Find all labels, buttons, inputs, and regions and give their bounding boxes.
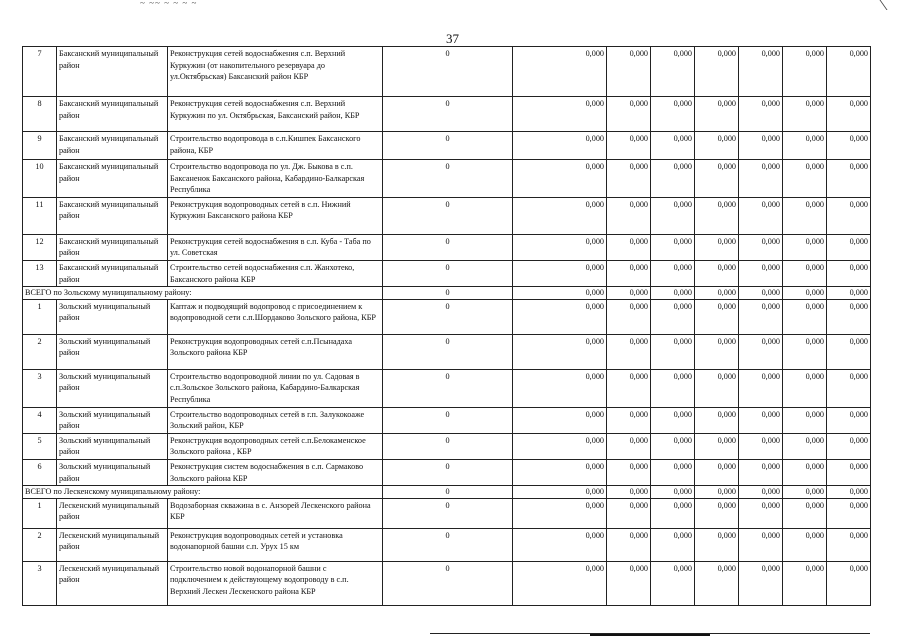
row-number: 11 [23, 197, 57, 234]
row-value-cell: 0,000 [827, 407, 871, 433]
table-row [23, 97, 871, 132]
row-value-cell: 0,000 [607, 369, 651, 407]
row-value-b: 0,000 [513, 97, 607, 132]
row-number: 13 [23, 260, 57, 286]
row-value-cell: 0,000 [783, 234, 827, 260]
row-value-cell: 0,000 [607, 234, 651, 260]
row-value-cell: 0,000 [827, 97, 871, 132]
row-number: 2 [23, 528, 57, 561]
total-value-a: 0 [383, 486, 513, 499]
row-project-name: Строительство новой водонапорной башни с подключением к действующему водопроводу в с.п. Верхний Лескен Лескенского района КБР [168, 561, 383, 605]
row-district: Лескенский муниципальный район [57, 528, 168, 561]
row-number: 1 [23, 299, 57, 334]
total-value-cell: 0,000 [739, 486, 783, 499]
row-value-cell: 0,000 [739, 132, 783, 160]
total-value-a: 0 [383, 287, 513, 300]
row-project-name: Строительство водопроводных сетей в г.п. Залукокоаже Зольский район, КБР [168, 407, 383, 433]
row-value-cell: 0,000 [651, 334, 695, 369]
row-value-cell: 0,000 [607, 299, 651, 334]
table-row [23, 334, 871, 369]
row-project-name: Реконструкция сетей водоснабжения в с.п. Куба - Таба по ул. Советская [168, 234, 383, 260]
row-value-cell: 0,000 [607, 459, 651, 485]
row-value-a: 0 [383, 528, 513, 561]
row-project-name: Реконструкция водопроводных сетей в с.п. Нижний Куркужин Баксанского района КБР [168, 197, 383, 234]
row-value-cell: 0,000 [695, 334, 739, 369]
row-district: Зольский муниципальный район [57, 407, 168, 433]
row-value-cell: 0,000 [607, 433, 651, 459]
row-project-name: Реконструкция систем водоснабжения в с.п. Сармаково Зольского района КБР [168, 459, 383, 485]
row-district: Баксанский муниципальный район [57, 260, 168, 286]
row-value-cell: 0,000 [783, 299, 827, 334]
row-value-cell: 0,000 [607, 334, 651, 369]
row-value-cell: 0,000 [695, 433, 739, 459]
row-value-a: 0 [383, 260, 513, 286]
row-value-cell: 0,000 [607, 47, 651, 97]
total-value-cell: 0,000 [783, 486, 827, 499]
row-district: Зольский муниципальный район [57, 433, 168, 459]
row-value-cell: 0,000 [827, 160, 871, 198]
row-value-b: 0,000 [513, 47, 607, 97]
table-row [23, 498, 871, 528]
row-project-name: Строительство сетей водоснабжения с.п. Жанхотеко, Баксанского района КБР [168, 260, 383, 286]
row-value-cell: 0,000 [695, 160, 739, 198]
row-value-cell: 0,000 [827, 260, 871, 286]
row-district: Зольский муниципальный район [57, 369, 168, 407]
row-value-cell: 0,000 [827, 132, 871, 160]
row-number: 3 [23, 561, 57, 605]
row-project-name: Каптаж и подводящий водопровод с присоединением к водопроводной сети с.п.Шордаково Зольского района, КБР [168, 299, 383, 334]
row-district: Зольский муниципальный район [57, 299, 168, 334]
row-value-cell: 0,000 [739, 433, 783, 459]
total-value-cell: 0,000 [739, 287, 783, 300]
row-value-b: 0,000 [513, 132, 607, 160]
row-district: Баксанский муниципальный район [57, 97, 168, 132]
row-number: 4 [23, 407, 57, 433]
row-value-cell: 0,000 [651, 132, 695, 160]
row-value-b: 0,000 [513, 160, 607, 198]
row-number: 7 [23, 47, 57, 97]
row-value-a: 0 [383, 97, 513, 132]
total-value-cell: 0,000 [827, 486, 871, 499]
row-value-cell: 0,000 [651, 561, 695, 605]
table-row [23, 528, 871, 561]
table-row [23, 132, 871, 160]
row-value-cell: 0,000 [651, 197, 695, 234]
total-value-cell: 0,000 [827, 287, 871, 300]
row-value-cell: 0,000 [739, 234, 783, 260]
row-value-a: 0 [383, 299, 513, 334]
row-value-a: 0 [383, 160, 513, 198]
row-value-cell: 0,000 [651, 528, 695, 561]
row-value-cell: 0,000 [783, 561, 827, 605]
bottom-rule-thick [590, 634, 710, 636]
row-number: 8 [23, 97, 57, 132]
table-row [23, 369, 871, 407]
row-value-b: 0,000 [513, 561, 607, 605]
table-row [23, 47, 871, 97]
row-value-cell: 0,000 [827, 433, 871, 459]
row-number: 5 [23, 433, 57, 459]
row-value-cell: 0,000 [739, 160, 783, 198]
row-project-name: Реконструкция сетей водоснабжения с.п. Верхний Куркужин по ул. Октябрьская, Баксанский район, КБР [168, 97, 383, 132]
row-value-cell: 0,000 [783, 498, 827, 528]
row-value-b: 0,000 [513, 197, 607, 234]
row-number: 10 [23, 160, 57, 198]
row-value-cell: 0,000 [739, 47, 783, 97]
row-project-name: Реконструкция водопроводных сетей с.п.Белокаменское Зольского района , КБР [168, 433, 383, 459]
row-value-cell: 0,000 [827, 334, 871, 369]
row-value-cell: 0,000 [739, 407, 783, 433]
row-value-cell: 0,000 [651, 97, 695, 132]
row-value-cell: 0,000 [827, 561, 871, 605]
row-value-cell: 0,000 [827, 498, 871, 528]
row-value-cell: 0,000 [651, 369, 695, 407]
row-value-cell: 0,000 [695, 260, 739, 286]
row-project-name: Строительство водопровода по ул. Дж. Быкова в с.п. Баксаненок Баксанского района, Кабардино-Балкарская Республика [168, 160, 383, 198]
row-value-cell: 0,000 [827, 459, 871, 485]
row-value-cell: 0,000 [783, 97, 827, 132]
row-value-a: 0 [383, 197, 513, 234]
table-row [23, 197, 871, 234]
row-value-cell: 0,000 [695, 97, 739, 132]
row-value-b: 0,000 [513, 260, 607, 286]
row-value-cell: 0,000 [607, 561, 651, 605]
row-value-cell: 0,000 [739, 459, 783, 485]
row-value-cell: 0,000 [783, 369, 827, 407]
row-value-a: 0 [383, 433, 513, 459]
row-value-cell: 0,000 [783, 197, 827, 234]
row-value-cell: 0,000 [739, 334, 783, 369]
row-value-cell: 0,000 [695, 369, 739, 407]
row-value-cell: 0,000 [695, 234, 739, 260]
total-value-cell: 0,000 [783, 287, 827, 300]
row-value-cell: 0,000 [651, 459, 695, 485]
row-number: 12 [23, 234, 57, 260]
row-number: 2 [23, 334, 57, 369]
row-number: 9 [23, 132, 57, 160]
row-value-cell: 0,000 [783, 260, 827, 286]
row-value-a: 0 [383, 407, 513, 433]
total-value-cell: 0,000 [651, 486, 695, 499]
row-value-cell: 0,000 [695, 47, 739, 97]
total-value-cell: 0,000 [695, 486, 739, 499]
row-value-a: 0 [383, 459, 513, 485]
row-number: 3 [23, 369, 57, 407]
total-value-b: 0,000 [513, 486, 607, 499]
row-value-b: 0,000 [513, 299, 607, 334]
corner-tick-mark [879, 0, 897, 10]
total-value-b: 0,000 [513, 287, 607, 300]
row-project-name: Строительство водопровода в с.п.Кишпек Баксанского района, КБР [168, 132, 383, 160]
row-district: Баксанский муниципальный район [57, 197, 168, 234]
row-district: Лескенский муниципальный район [57, 498, 168, 528]
row-number: 1 [23, 498, 57, 528]
row-value-cell: 0,000 [607, 528, 651, 561]
row-value-cell: 0,000 [695, 459, 739, 485]
row-project-name: Водозаборная скважина в с. Анзорей Лескенского района КБР [168, 498, 383, 528]
row-value-cell: 0,000 [783, 459, 827, 485]
row-value-cell: 0,000 [651, 407, 695, 433]
total-label: ВСЕГО по Зольскому муниципальному району: [23, 287, 383, 300]
row-value-cell: 0,000 [695, 498, 739, 528]
total-label: ВСЕГО по Лескенскому муниципальному району: [23, 486, 383, 499]
row-value-cell: 0,000 [827, 369, 871, 407]
row-value-cell: 0,000 [739, 197, 783, 234]
row-project-name: Реконструкция водопроводных сетей и установка водонапорной башни с.п. Урух 15 км [168, 528, 383, 561]
row-value-cell: 0,000 [651, 260, 695, 286]
row-value-cell: 0,000 [651, 160, 695, 198]
row-value-cell: 0,000 [695, 561, 739, 605]
table-row [23, 160, 871, 198]
row-value-b: 0,000 [513, 407, 607, 433]
row-value-cell: 0,000 [739, 299, 783, 334]
row-value-cell: 0,000 [827, 197, 871, 234]
row-value-b: 0,000 [513, 528, 607, 561]
table-row [23, 433, 871, 459]
row-value-cell: 0,000 [695, 528, 739, 561]
page-top-mark: ~ ~~ ~ ~ ~ ~ [140, 0, 198, 8]
row-value-cell: 0,000 [783, 132, 827, 160]
row-project-name: Реконструкция водопроводных сетей с.п.Псынадаха Зольского района КБР [168, 334, 383, 369]
row-value-cell: 0,000 [739, 260, 783, 286]
row-district: Зольский муниципальный район [57, 334, 168, 369]
row-value-a: 0 [383, 561, 513, 605]
row-district: Зольский муниципальный район [57, 459, 168, 485]
row-district: Баксанский муниципальный район [57, 234, 168, 260]
row-value-cell: 0,000 [607, 498, 651, 528]
row-district: Баксанский муниципальный район [57, 160, 168, 198]
row-value-cell: 0,000 [739, 97, 783, 132]
row-value-a: 0 [383, 369, 513, 407]
row-value-b: 0,000 [513, 433, 607, 459]
row-value-cell: 0,000 [607, 260, 651, 286]
row-value-cell: 0,000 [651, 47, 695, 97]
row-value-cell: 0,000 [783, 47, 827, 97]
row-value-a: 0 [383, 132, 513, 160]
row-value-cell: 0,000 [739, 369, 783, 407]
page-number: 37 [446, 31, 459, 46]
row-value-cell: 0,000 [651, 234, 695, 260]
row-value-cell: 0,000 [739, 528, 783, 561]
row-district: Лескенский муниципальный район [57, 561, 168, 605]
table-row [23, 234, 871, 260]
row-value-cell: 0,000 [783, 334, 827, 369]
row-value-cell: 0,000 [695, 299, 739, 334]
row-value-cell: 0,000 [827, 234, 871, 260]
row-value-a: 0 [383, 234, 513, 260]
row-project-name: Реконструкция сетей водоснабжения с.п. Верхний Куркужин (от накопительного резервуара до ул.Октябрьская) Баксанский район КБР [168, 47, 383, 97]
row-value-cell: 0,000 [783, 407, 827, 433]
table-row [23, 561, 871, 605]
row-value-cell: 0,000 [739, 498, 783, 528]
row-project-name: Строительство водопроводной линии по ул. Садовая в с.п.Зольское Зольского района, Кабардино-Балкарская Республика [168, 369, 383, 407]
row-value-b: 0,000 [513, 234, 607, 260]
row-value-b: 0,000 [513, 459, 607, 485]
row-value-cell: 0,000 [739, 561, 783, 605]
row-value-cell: 0,000 [783, 433, 827, 459]
row-district: Баксанский муниципальный район [57, 132, 168, 160]
row-value-cell: 0,000 [607, 97, 651, 132]
row-value-cell: 0,000 [651, 299, 695, 334]
table-row [23, 299, 871, 334]
row-value-cell: 0,000 [783, 160, 827, 198]
row-value-cell: 0,000 [695, 407, 739, 433]
row-value-cell: 0,000 [695, 132, 739, 160]
row-value-cell: 0,000 [651, 498, 695, 528]
row-value-cell: 0,000 [827, 528, 871, 561]
row-value-cell: 0,000 [783, 528, 827, 561]
row-value-cell: 0,000 [827, 299, 871, 334]
row-number: 6 [23, 459, 57, 485]
row-value-b: 0,000 [513, 369, 607, 407]
row-value-cell: 0,000 [607, 197, 651, 234]
total-value-cell: 0,000 [607, 486, 651, 499]
row-value-b: 0,000 [513, 334, 607, 369]
row-value-cell: 0,000 [607, 132, 651, 160]
total-value-cell: 0,000 [607, 287, 651, 300]
table-row [23, 260, 871, 286]
row-value-b: 0,000 [513, 498, 607, 528]
total-row [23, 486, 871, 499]
projects-table [22, 46, 871, 606]
table-row [23, 459, 871, 485]
row-value-a: 0 [383, 498, 513, 528]
row-value-cell: 0,000 [695, 197, 739, 234]
table-row [23, 407, 871, 433]
row-value-cell: 0,000 [607, 407, 651, 433]
row-district: Баксанский муниципальный район [57, 47, 168, 97]
total-row [23, 287, 871, 300]
total-value-cell: 0,000 [651, 287, 695, 300]
row-value-cell: 0,000 [651, 433, 695, 459]
row-value-cell: 0,000 [607, 160, 651, 198]
total-value-cell: 0,000 [695, 287, 739, 300]
row-value-a: 0 [383, 334, 513, 369]
row-value-cell: 0,000 [827, 47, 871, 97]
row-value-a: 0 [383, 47, 513, 97]
